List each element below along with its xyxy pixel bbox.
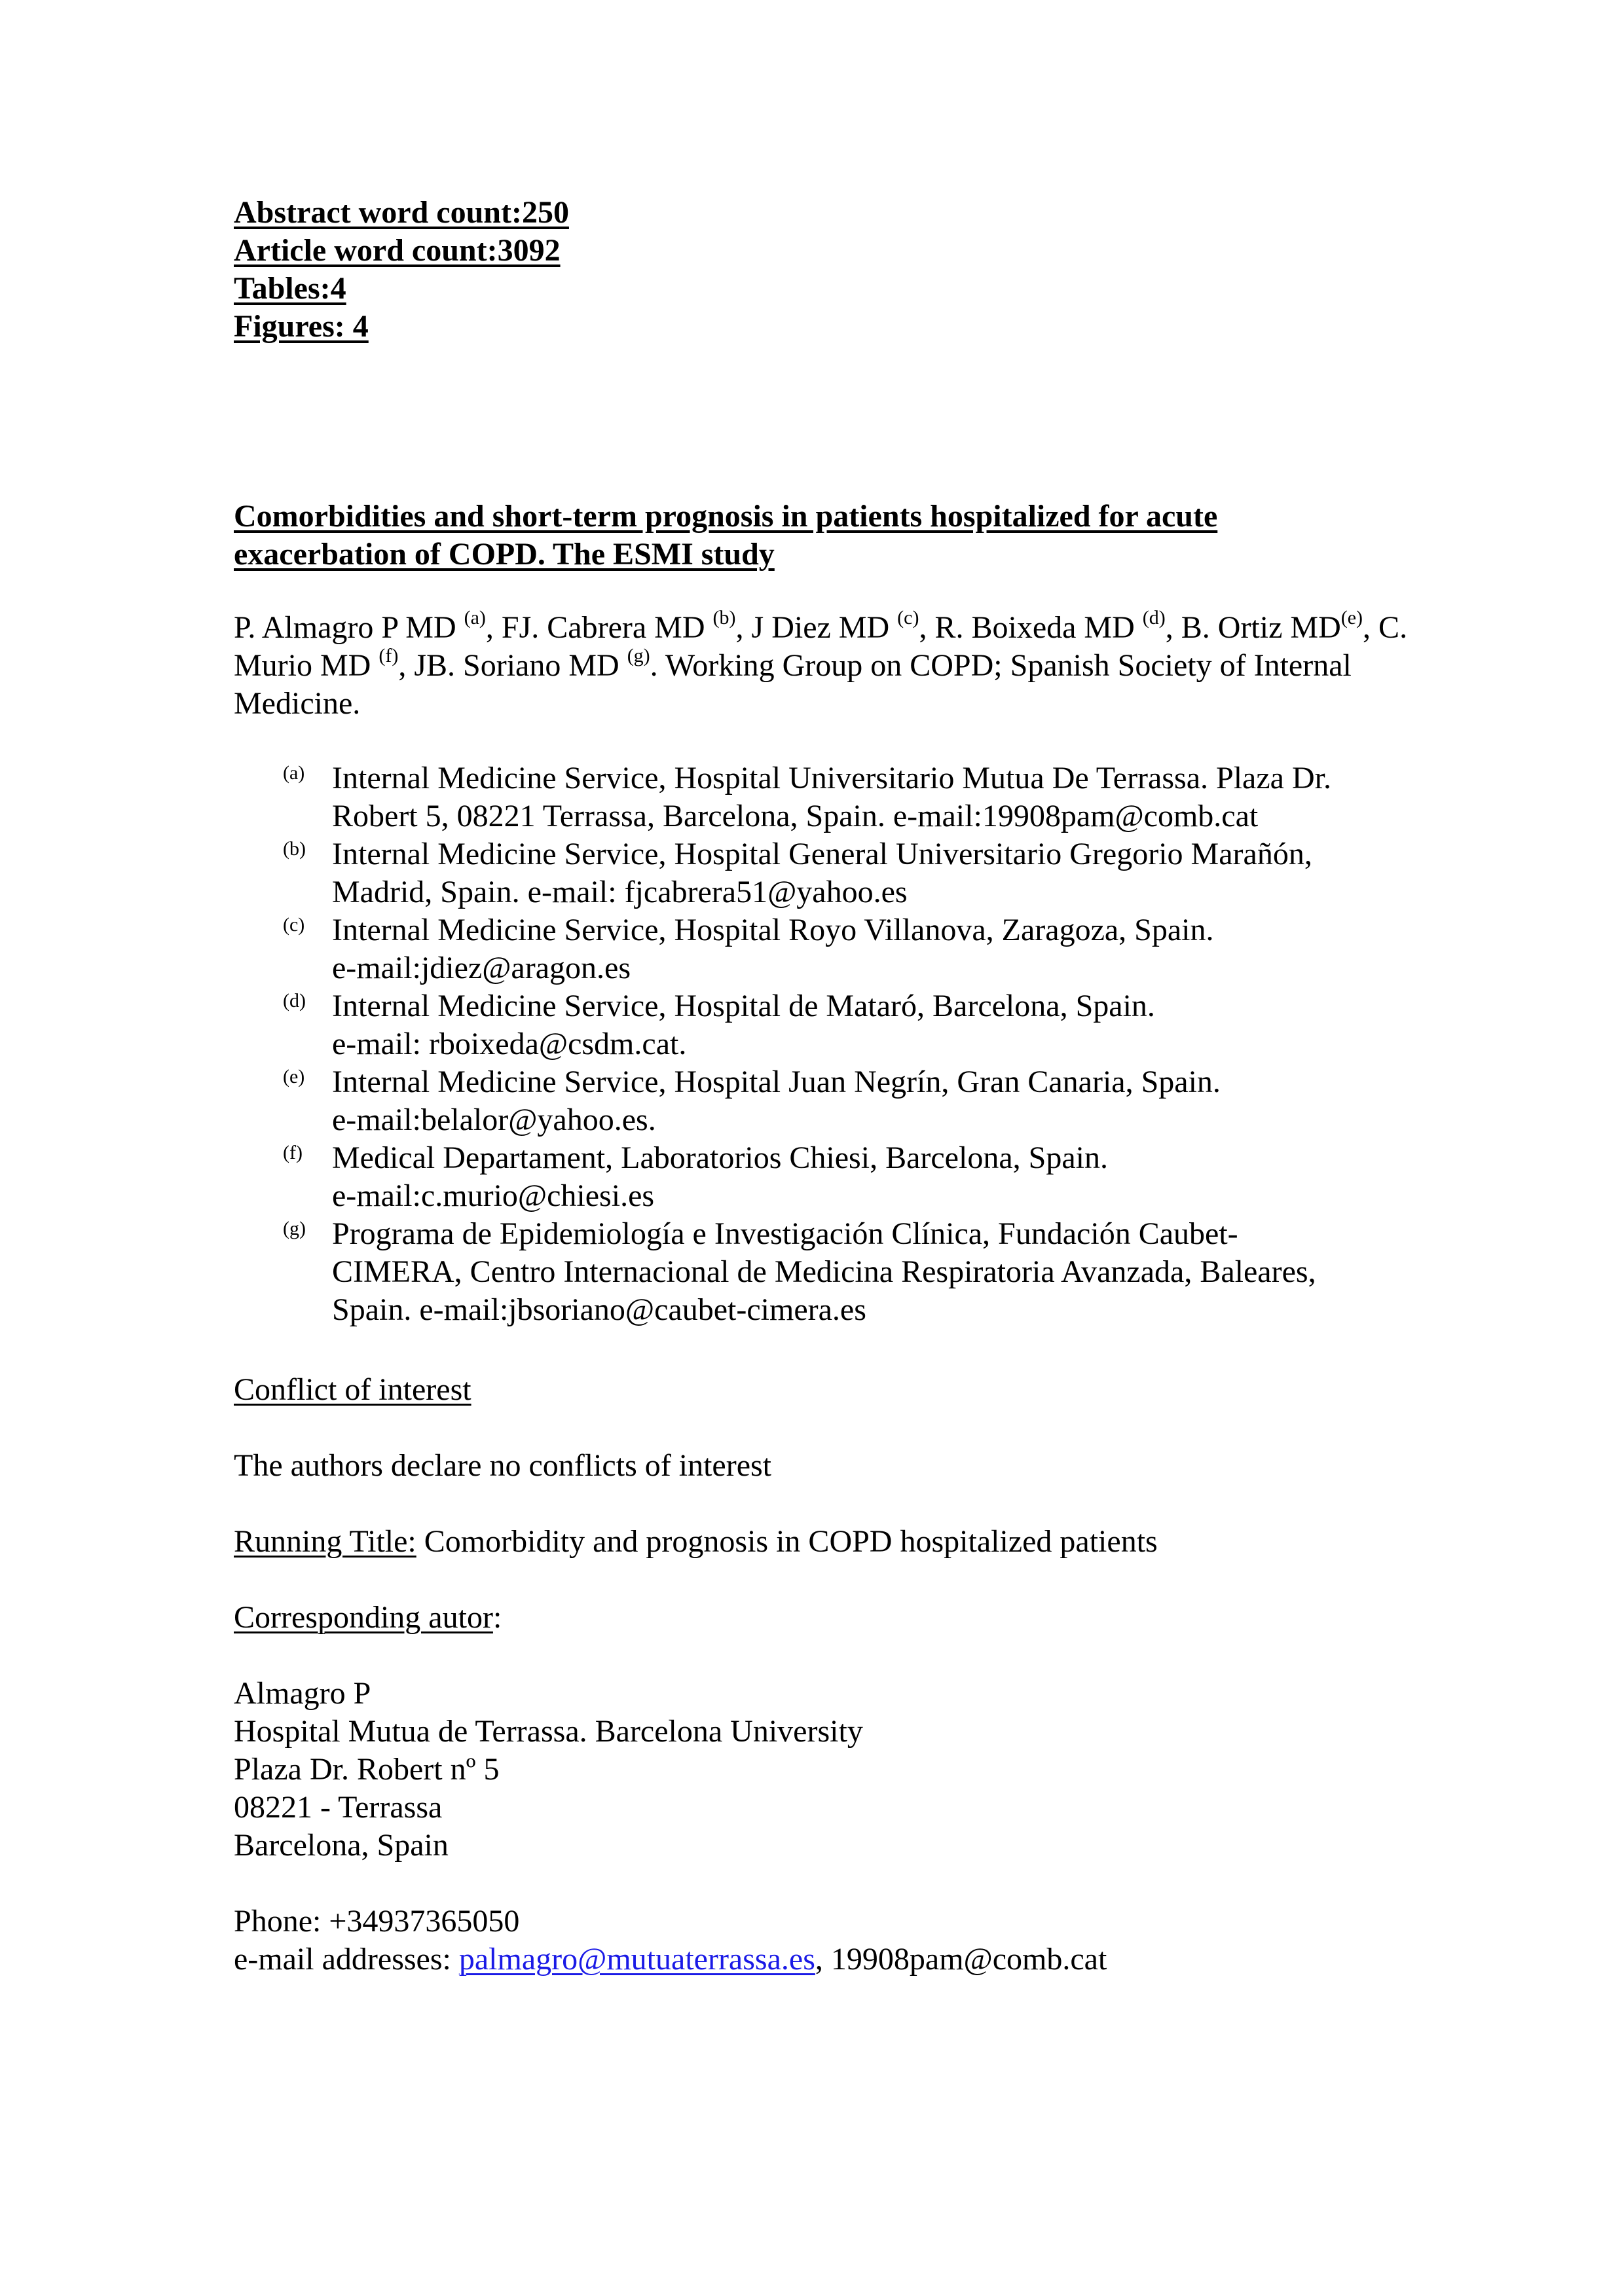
separator: , (398, 648, 415, 683)
affiliation-mark: (d) (283, 990, 306, 1011)
affiliation-item (283, 1139, 1396, 1215)
address-line: Plaza Dr. Robert nº 5 (234, 1752, 500, 1787)
affiliation-text: Madrid, Spain. e-mail: fjcabrera51@yahoo.es (332, 875, 908, 909)
affiliation-text: e-mail:jdiez@aragon.es (332, 951, 631, 985)
affiliation-mark: (e) (283, 1066, 305, 1087)
author-list (234, 609, 1412, 723)
author: P. Almagro P MD (234, 610, 464, 645)
affiliation-mark: (b) (283, 838, 306, 860)
author: C. Murio MD (234, 610, 1408, 683)
working-group: Working Group on COPD; Spanish Society of Internal Medicine. (234, 648, 1352, 721)
affiliation-text: Internal Medicine Service, Hospital Juan Negrín, Gran Canaria, Spain. (332, 1065, 1221, 1099)
separator: . (650, 648, 665, 683)
abstract-word-count: Abstract word count:250 (234, 195, 569, 230)
affiliation-item (283, 1063, 1396, 1139)
affiliation-mark: (g) (627, 645, 650, 666)
affiliation-text: Programa de Epidemiología e Investigación Clínica, Fundación Caubet- (332, 1216, 1238, 1251)
email-secondary: 19908pam@comb.cat (830, 1942, 1107, 1977)
affiliation-mark: (c) (897, 607, 919, 629)
affiliation-text: e-mail:belalor@yahoo.es. (332, 1102, 656, 1137)
affiliation-text: Spain. e-mail:jbsoriano@caubet-cimera.es (332, 1292, 866, 1327)
affiliation-mark: (e) (1340, 607, 1363, 629)
title-line-2: exacerbation of COPD. The ESMI study (234, 537, 775, 572)
separator: , (1165, 610, 1181, 645)
conflict-heading: Conflict of interest (234, 1372, 471, 1407)
affiliation-mark: (f) (283, 1142, 303, 1163)
running-title (234, 1523, 1158, 1561)
affiliation-mark: (c) (283, 914, 305, 936)
running-title-label: Running Title: (234, 1524, 416, 1559)
separator: , (735, 610, 752, 645)
separator: , (485, 610, 502, 645)
corresponding-heading (234, 1599, 502, 1637)
author: R. Boixeda MD (934, 610, 1143, 645)
colon: : (492, 1600, 502, 1635)
email-label: e-mail addresses: (234, 1942, 459, 1977)
corresponding-address (234, 1675, 863, 1865)
affiliation-item (283, 911, 1396, 987)
separator: , (1363, 610, 1379, 645)
email-link[interactable]: palmagro@mutuaterrassa.es (458, 1942, 815, 1977)
author: FJ. Cabrera MD (501, 610, 713, 645)
conflict-statement: The authors declare no conflicts of interest (234, 1448, 772, 1483)
contact-info (234, 1903, 1107, 1978)
affiliation-mark: (b) (712, 607, 736, 629)
running-title-text: Comorbidity and prognosis in COPD hospitalized patients (416, 1524, 1158, 1559)
email-line (234, 1941, 1107, 1978)
affiliation-text: CIMERA, Centro Internacional de Medicina Respiratoria Avanzada, Baleares, (332, 1254, 1316, 1289)
paper-title (234, 498, 1386, 574)
corresponding-label: Corresponding autor (234, 1600, 493, 1635)
affiliation-text: e-mail:c.murio@chiesi.es (332, 1178, 655, 1213)
affiliation-list (283, 759, 1396, 1329)
affiliation-mark: (f) (378, 645, 399, 666)
affiliation-text: Internal Medicine Service, Hospital General Universitario Gregorio Marañón, (332, 837, 1312, 871)
affiliation-text: Robert 5, 08221 Terrassa, Barcelona, Spain. e-mail:19908pam@comb.cat (332, 799, 1259, 833)
separator: , (919, 610, 935, 645)
author: B. Ortiz MD (1181, 610, 1341, 645)
affiliation-text: Internal Medicine Service, Hospital Universitario Mutua De Terrassa. Plaza Dr. (332, 761, 1331, 795)
address-line: 08221 - Terrassa (234, 1790, 443, 1825)
address-line: Hospital Mutua de Terrassa. Barcelona University (234, 1714, 863, 1749)
tables-count: Tables:4 (234, 271, 346, 306)
phone: Phone: +34937365050 (234, 1904, 520, 1939)
affiliation-item (283, 835, 1396, 911)
affiliation-text: Internal Medicine Service, Hospital Royo Villanova, Zaragoza, Spain. (332, 913, 1214, 947)
title-line-1: Comorbidities and short-term prognosis in patients hospitalized for acute (234, 499, 1218, 534)
affiliation-text: Internal Medicine Service, Hospital de Mataró, Barcelona, Spain. (332, 989, 1155, 1023)
affiliation-item (283, 1215, 1396, 1329)
separator: , (815, 1942, 831, 1977)
affiliation-mark: (a) (283, 762, 305, 784)
figures-count: Figures: 4 (234, 309, 369, 344)
affiliation-item (283, 759, 1396, 835)
article-word-count: Article word count:3092 (234, 233, 561, 268)
affiliation-mark: (a) (464, 607, 486, 629)
address-line: Almagro P (234, 1676, 371, 1711)
affiliation-mark: (g) (283, 1218, 306, 1239)
affiliation-mark: (d) (1142, 607, 1166, 629)
manuscript-counts (234, 194, 569, 346)
affiliation-item (283, 987, 1396, 1063)
affiliation-text: e-mail: rboixeda@csdm.cat. (332, 1027, 687, 1061)
author: J Diez MD (751, 610, 898, 645)
author: JB. Soriano MD (414, 648, 627, 683)
affiliation-text: Medical Departament, Laboratorios Chiesi, Barcelona, Spain. (332, 1140, 1108, 1175)
address-line: Barcelona, Spain (234, 1828, 449, 1863)
